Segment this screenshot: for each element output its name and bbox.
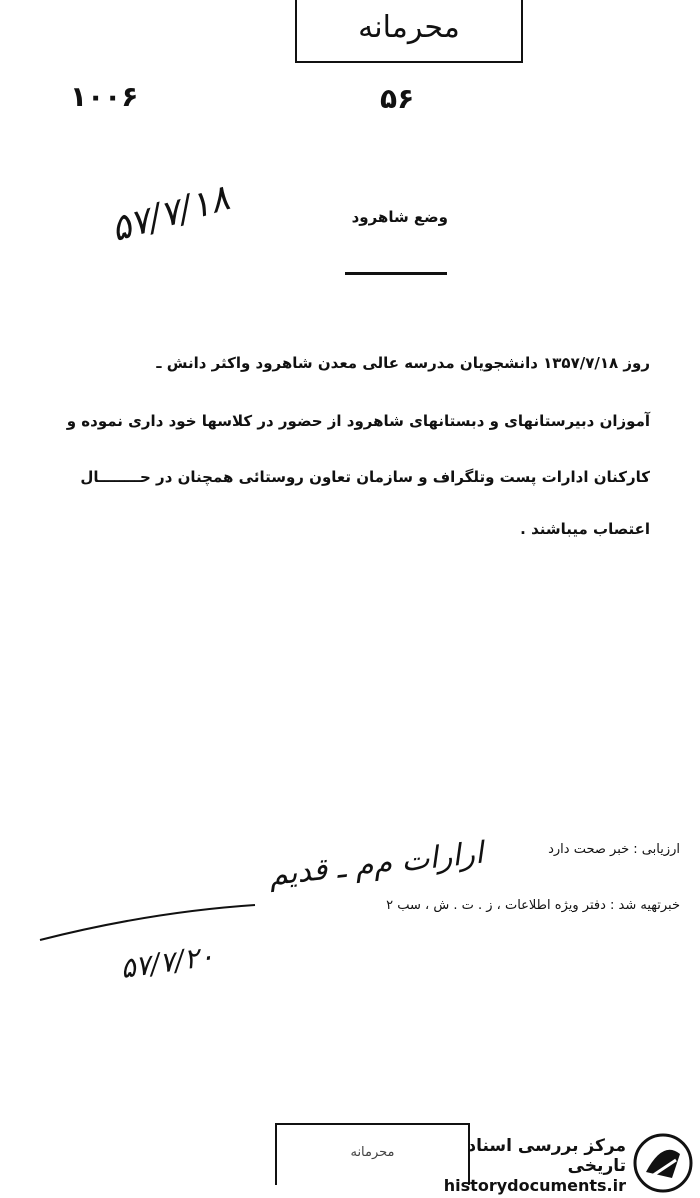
subject-underline (345, 272, 447, 275)
archive-logo-icon (632, 1132, 694, 1194)
evaluation-note: ارزیابی : خبر صحت دارد (548, 842, 680, 857)
body-line-4: اعتصاب میباشند . (520, 520, 650, 538)
classification-stamp (295, 0, 523, 63)
archive-watermark (432, 1128, 700, 1198)
handwritten-note-line-1: ارارات م‌م ـ قدیم (267, 835, 485, 893)
document-subject: وضع شاهرود (351, 208, 448, 226)
body-line-1: روز ۱۳۵۷/۷/۱۸ دانشجویان مدرسه عالی معدن شاهرود واکثر دانش ـ (156, 354, 650, 372)
body-line-2: آموزان دبیرستانهای و دبستانهای شاهرود از حضور در کلاسها خود داری نموده و (66, 412, 650, 430)
classification-stamp-text: محرمانه (358, 10, 460, 45)
page-number: ۵۶ (380, 82, 415, 115)
handwritten-note-line-2: ۵۷/۷/۲۰ (118, 939, 216, 986)
watermark-title: مرکز بررسی اسناد تاریخی (467, 1136, 626, 1176)
handwritten-date: ۵۷/۷/۱۸ (106, 177, 234, 251)
handwritten-note-stroke (40, 905, 255, 940)
bottom-stamp-text: محرمانه (350, 1145, 395, 1160)
watermark-url: historydocuments.ir (443, 1176, 626, 1195)
body-line-3: کارکنان ادارات پست وتلگراف و سازمان تعاون روستائی همچنان در حــــــــال (80, 468, 650, 486)
distribution-note: خبرتهیه شد : دفتر ویژه اطلاعات ، ز . ت . ش ، سب ۲ (386, 898, 680, 913)
handwritten-note (30, 830, 485, 990)
document-number: ۱۰۰۶ (70, 80, 139, 113)
